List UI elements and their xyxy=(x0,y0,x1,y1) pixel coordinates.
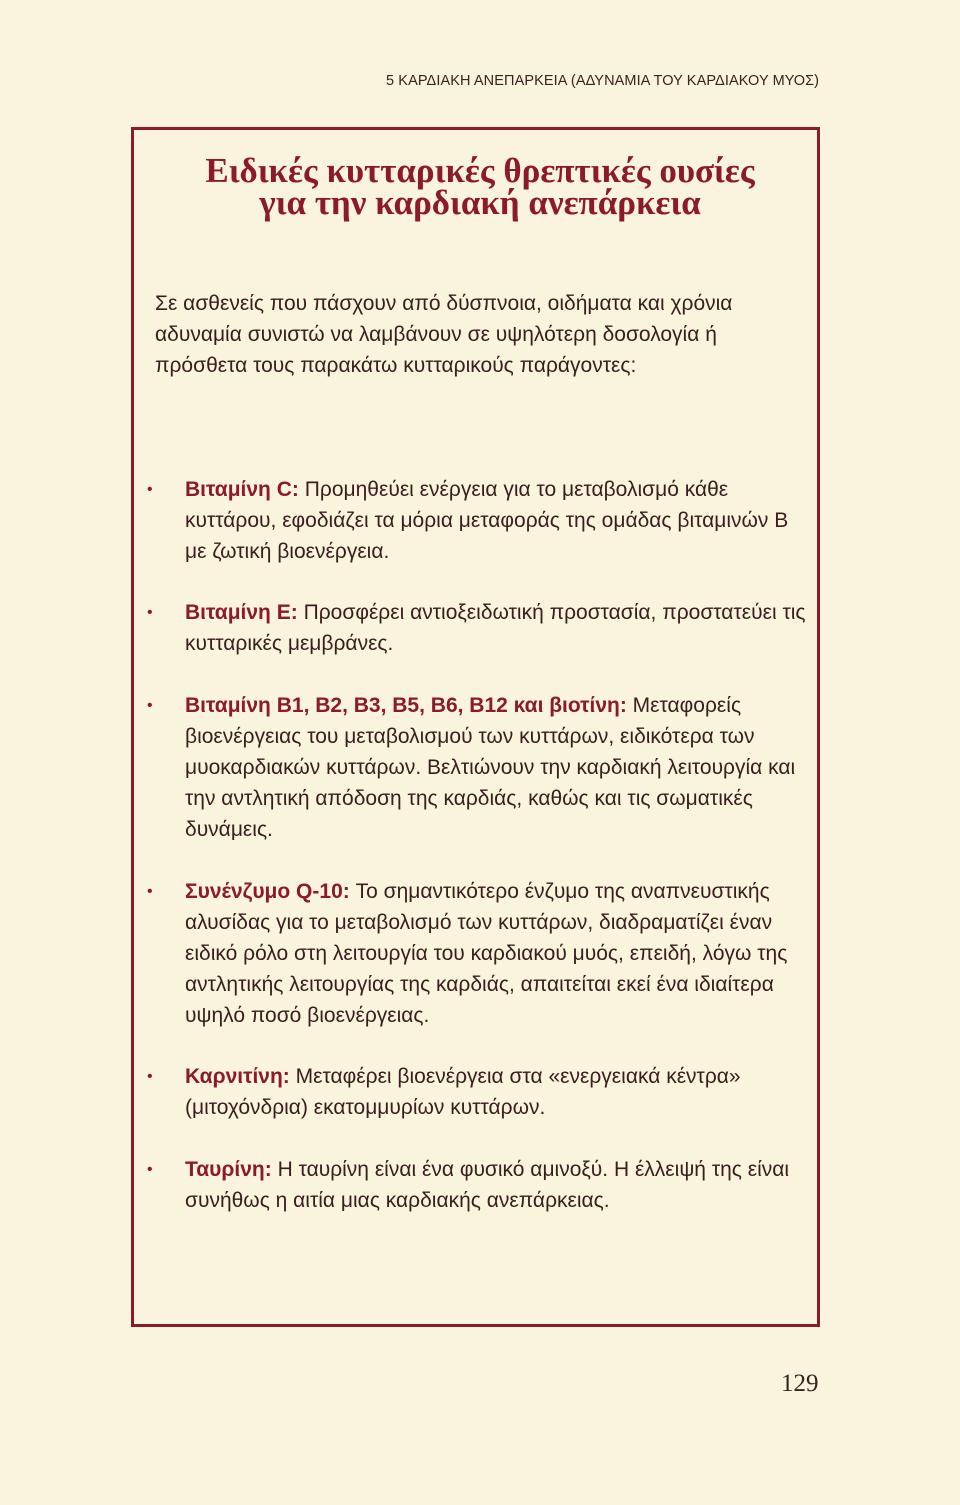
box-title-line-2: για την καρδιακή ανεπάρκεια xyxy=(259,183,701,222)
bullet-icon: • xyxy=(147,604,153,621)
list-item xyxy=(147,1061,810,1123)
running-header: 5 ΚΑΡΔΙΑΚΗ ΑΝΕΠΑΡΚΕΙΑ (ΑΔΥΝΑΜΙΑ ΤΟΥ ΚΑΡΔΙΑΚΟΥ ΜΥΟΣ) xyxy=(386,73,820,89)
intro-paragraph: Σε ασθενείς που πάσχουν από δύσπνοια, οιδήματα και χρόνια αδυναμία συνιστώ να λαμβάνουν σε υψηλότερη δοσολογία ή πρόσθετα τους παρακάτω κυτταρικούς παράγοντες: xyxy=(155,292,733,377)
item-text: Προμηθεύει ενέργεια για το μεταβολισμό κάθε κυττάρου, εφοδιάζει τα μόρια μεταφοράς της ομάδας βιταμινών Β με ζωτική βιοενέργεια. xyxy=(185,478,789,563)
list-item xyxy=(147,690,810,845)
list-item xyxy=(147,1154,810,1216)
box-title-line-1: Ειδικές κυτταρικές θρεπτικές ουσίες xyxy=(205,151,755,190)
box-title xyxy=(0,151,960,222)
item-term: Ταυρίνη: xyxy=(185,1158,272,1181)
page-number: 129 xyxy=(781,1370,819,1397)
item-text: Η ταυρίνη είναι ένα φυσικό αμινοξύ. Η έλλειψή της είναι συνήθως η αιτία μιας καρδιακής ανεπάρκειας. xyxy=(185,1158,790,1212)
bullet-icon: • xyxy=(147,1068,153,1085)
list-item xyxy=(147,597,810,659)
item-text: Μεταφορείς βιοενέργειας του μεταβολισμού των κυττάρων, ειδικότερα των μυοκαρδιακών κυττάρων. Βελτιώνουν την καρδιακή λειτουργία και την αντλητική απόδοση της καρδιάς, καθώς και τις σωματικές δυνάμεις. xyxy=(185,694,796,841)
list-item xyxy=(147,876,810,1031)
item-text: Το σημαντικότερο ένζυμο της αναπνευστικής αλυσίδας για το μεταβολισμό των κυττάρων, διαδραματίζει έναν ειδικό ρόλο στη λειτουργία του καρδιακού μυός, επειδή, λόγω της αντλητικής λειτουργίας της καρδιάς, απαιτείται εκεί ένα ιδιαίτερα υψηλό ποσό βιοενέργειας. xyxy=(185,880,788,1027)
bullet-icon: • xyxy=(147,481,153,498)
bullet-icon: • xyxy=(147,697,153,714)
item-term: Βιταμίνη C: xyxy=(185,478,299,501)
bullet-icon: • xyxy=(147,883,153,900)
list-item xyxy=(147,474,810,567)
item-term: Βιταμίνη Β1, Β2, Β3, Β5, Β6, Β12 και βιοτίνη: xyxy=(185,694,627,717)
item-text: Μεταφέρει βιοενέργεια στα «ενεργειακά κέντρα» (μιτοχόνδρια) εκατομμυρίων κυττάρων. xyxy=(185,1065,741,1119)
bullet-icon: • xyxy=(147,1161,153,1178)
item-text: Προσφέρει αντιοξειδωτική προστασία, προστατεύει τις κυτταρικές μεμβράνες. xyxy=(185,601,806,655)
item-term: Συνένζυμο Q-10: xyxy=(185,880,350,903)
item-term: Βιταμίνη Ε: xyxy=(185,601,298,624)
item-term: Καρνιτίνη: xyxy=(185,1065,290,1088)
